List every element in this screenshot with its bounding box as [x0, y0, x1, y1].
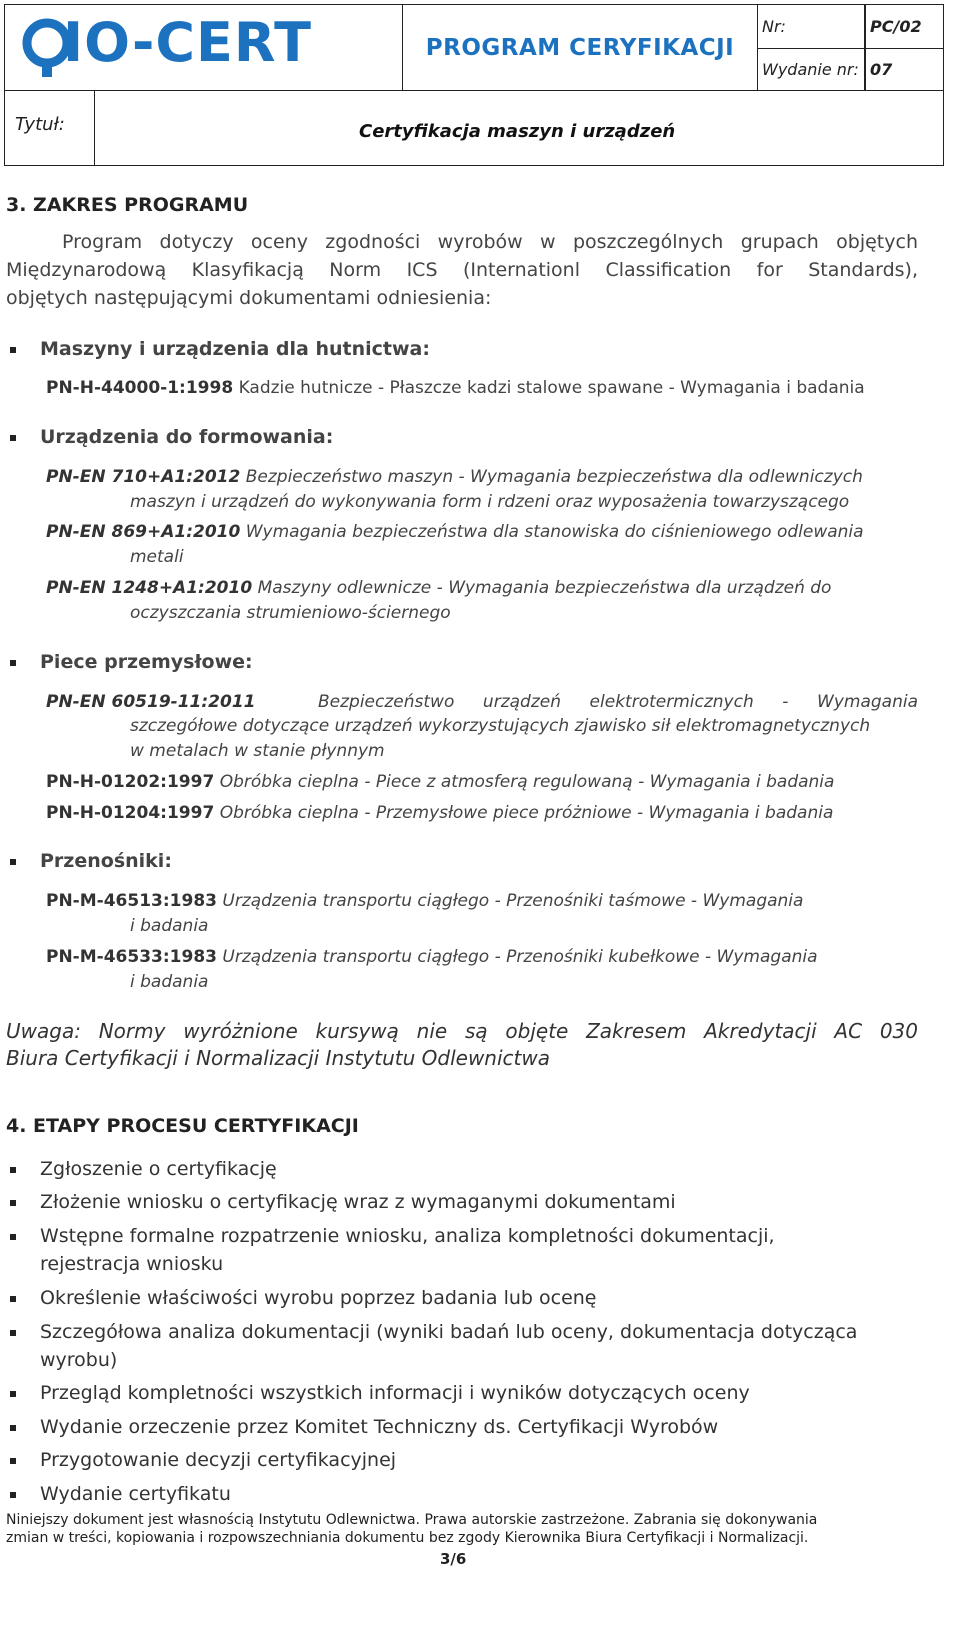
standard-code: PN-M-46533:1983 [46, 947, 217, 967]
group-title: Piece przemysłowe: [40, 651, 253, 673]
bullet-icon [10, 660, 16, 666]
process-step: Przegląd kompletności wszystkich informacji i wyników dotyczących oceny [40, 1382, 750, 1404]
standard-item [46, 465, 918, 490]
intro-line: objętych następującymi dokumentami odniesienia: [6, 287, 492, 309]
section-4-heading: 4. ETAPY PROCESU CERTYFIKACJI [6, 1115, 359, 1137]
process-step: Wydanie certyfikatu [40, 1483, 231, 1505]
note-line: Biura Certyfikacji i Normalizacji Instytutu Odlewnictwa [6, 1046, 550, 1070]
footer-line: zmian w treści, kopiowania i rozpowszechniania dokumentu bez zgody Kierownika Biura Certyfikacji i Normalizacji. [6, 1530, 809, 1546]
standard-item [46, 576, 918, 601]
standard-desc-cont: i badania [130, 972, 209, 992]
bullet-icon [10, 1167, 16, 1173]
process-step: Określenie właściwości wyrobu poprzez badania lub ocenę [40, 1287, 597, 1309]
bullet-icon [10, 1425, 16, 1431]
standard-item [46, 376, 918, 401]
meta-cell [758, 5, 943, 91]
process-step: Złożenie wniosku o certyfikację wraz z wymaganymi dokumentami [40, 1191, 676, 1213]
standard-code: PN-H-44000-1:1998 [46, 378, 234, 398]
standard-code: PN-EN 710+A1:2012 [46, 467, 241, 487]
standard-desc-cont: metali [130, 547, 184, 567]
standard-code: PN-EN 60519-11:2011 [46, 692, 256, 712]
bullet-icon [10, 1234, 16, 1240]
doc-number-label: Nr: [762, 17, 786, 36]
standard-code: PN-EN 869+A1:2010 [46, 522, 241, 542]
standard-desc: Maszyny odlewnicze - Wymagania bezpieczeństwa dla urządzeń do [257, 578, 832, 598]
standard-item [46, 770, 918, 795]
logo-text: IO-CERT [63, 11, 312, 74]
standard-desc: Wymagania bezpieczeństwa dla stanowiska do ciśnieniowego odlewania [245, 522, 864, 542]
standard-item [46, 520, 918, 545]
title-cell [95, 91, 943, 165]
group-title: Urządzenia do formowania: [40, 426, 334, 448]
standard-desc: Bezpieczeństwo urządzeń elektrotermicznych - Wymagania [318, 692, 918, 712]
standard-desc: Urządzenia transportu ciągłego - Przenośniki taśmowe - Wymagania [222, 891, 804, 911]
intro-line: Międzynarodową Klasyfikacją Norm ICS (Internationl Classification for Standards), [6, 259, 918, 281]
standard-item [46, 945, 918, 970]
note-line: Uwaga: Normy wyróżnione kursywą nie są objęte Zakresem Akredytacji AC 030 [6, 1019, 918, 1043]
standard-desc-cont: oczyszczania strumieniowo-ściernego [130, 603, 451, 623]
process-step: Przygotowanie decyzji certyfikacyjnej [40, 1449, 397, 1471]
program-title: PROGRAM CERYFIKACJI [425, 34, 735, 61]
standard-item [46, 889, 918, 914]
footer-line: Niniejszy dokument jest własnością Instytutu Odlewnictwa. Prawa autorskie zastrzeżone. Zabrania się dokonywania [6, 1512, 818, 1528]
bullet-icon [10, 1330, 16, 1336]
standard-desc: Urządzenia transportu ciągłego - Przenośniki kubełkowe - Wymagania [222, 947, 818, 967]
title-label-cell [5, 91, 95, 165]
standard-desc-cont: maszyn i urządzeń do wykonywania form i rdzeni oraz wyposażenia towarzyszącego [130, 492, 850, 512]
bullet-icon [10, 1391, 16, 1397]
standard-desc-cont: i badania [130, 916, 209, 936]
bullet-icon [10, 347, 16, 353]
document-title: Certyfikacja maszyn i urządzeń [359, 121, 676, 142]
title-label: Tytuł: [15, 114, 65, 135]
process-step: Zgłoszenie o certyfikację [40, 1158, 277, 1180]
process-step: Wydanie orzeczenie przez Komitet Techniczny ds. Certyfikacji Wyrobów [40, 1416, 719, 1438]
process-step-cont: rejestracja wniosku [40, 1253, 224, 1275]
standard-code: PN-H-01202:1997 [46, 772, 215, 792]
program-cell [403, 5, 758, 91]
process-step-cont: wyrobu) [40, 1349, 118, 1371]
standard-code: PN-H-01204:1997 [46, 803, 215, 823]
edition-value: 07 [870, 60, 893, 79]
bullet-icon [10, 859, 16, 865]
standard-desc-cont: w metalach w stanie płynnym [130, 741, 385, 761]
section-3-heading: 3. ZAKRES PROGRAMU [6, 194, 249, 216]
doc-number-row [758, 5, 943, 49]
process-step: Szczegółowa analiza dokumentacji (wyniki badań lub oceny, dokumentacja dotycząca [40, 1321, 858, 1343]
group-title: Maszyny i urządzenia dla hutnictwa: [40, 338, 430, 360]
intro-line: Program dotyczy oceny zgodności wyrobów w poszczególnych grupach objętych [62, 231, 918, 253]
bullet-icon [10, 1296, 16, 1302]
page-number: 3/6 [440, 1550, 467, 1568]
bullet-icon [10, 435, 16, 441]
process-step: Wstępne formalne rozpatrzenie wniosku, analiza kompletności dokumentacji, [40, 1225, 775, 1247]
doc-number-value: PC/02 [870, 17, 922, 36]
bullet-icon [10, 1200, 16, 1206]
bullet-icon [10, 1492, 16, 1498]
standard-desc: Bezpieczeństwo maszyn - Wymagania bezpieczeństwa dla odlewniczych [245, 467, 863, 487]
group-title: Przenośniki: [40, 850, 172, 872]
standard-code: PN-M-46513:1983 [46, 891, 217, 911]
standard-desc: Obróbka cieplna - Przemysłowe piece próżniowe - Wymagania i badania [219, 803, 834, 823]
standard-item [46, 690, 918, 715]
edition-row [758, 48, 943, 91]
standard-item [46, 801, 918, 826]
standard-desc: Obróbka cieplna - Piece z atmosferą regulowaną - Wymagania i badania [219, 772, 835, 792]
document-header [4, 4, 944, 166]
standard-desc-cont: szczegółowe dotyczące urządzeń wykorzystujących zjawisko sił elektromagnetycznych [130, 716, 871, 736]
bullet-icon [10, 1458, 16, 1464]
edition-label: Wydanie nr: [762, 60, 859, 79]
standard-code: PN-EN 1248+A1:2010 [46, 578, 253, 598]
standard-desc: Kadzie hutnicze - Płaszcze kadzi stalowe spawane - Wymagania i badania [238, 378, 865, 398]
logo-cell [5, 5, 403, 91]
